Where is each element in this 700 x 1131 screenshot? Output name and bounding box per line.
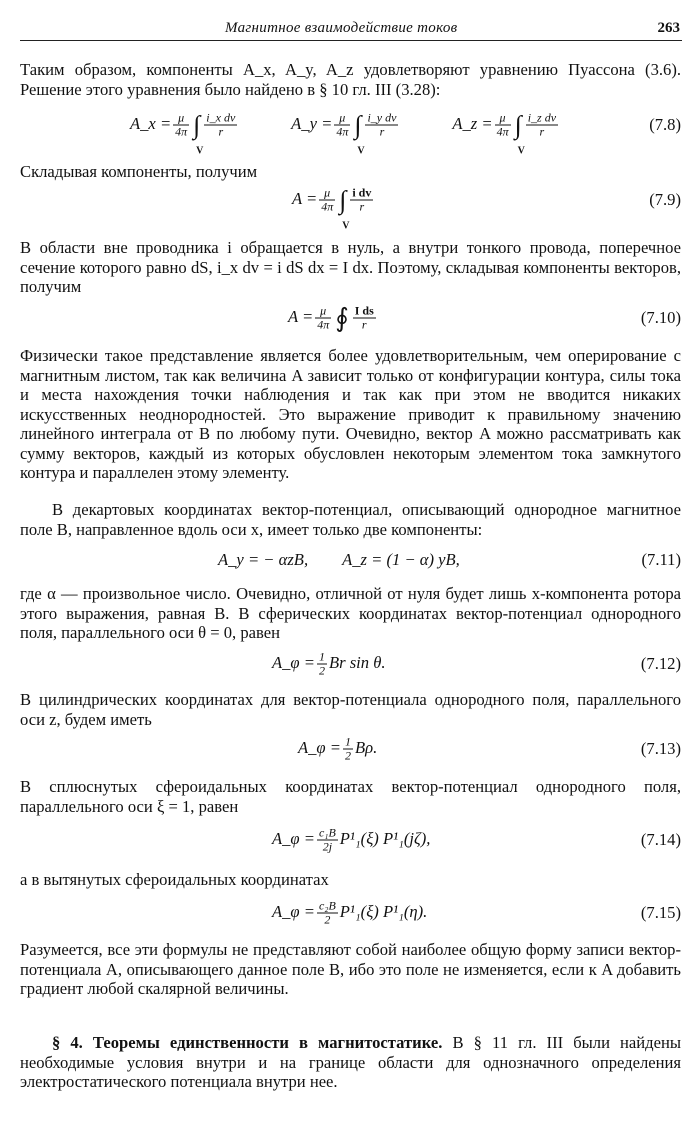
paragraph-4: Физически такое представление является более удовлетворительным, чем оперирование с магнитным листом, так как величина A зависит только от конфигурации контура, силы тока и места нахождения точки наблюдения и так как при этом не вводится никаких искусственных неоднородностей. Это выражение приводит к правильному значению линейного интеграла от B по любому пути. Очевидно, вектор A можно рассматривать как сумму векторов, каждый из которых обусловлен некоторым элементом тока замкнутого контура и параллелен этому элементу. (20, 346, 681, 482)
equation-number: (7.14) (640, 830, 681, 849)
paragraph-5: В декартовых координатах вектор-потенциал, описывающий однородное магнитное поле B, направленное вдоль оси x, имеет только две компоненты: (20, 500, 681, 539)
equation-7-11: A_y = − αzB, A_z = (1 − α) yB, (7.11) (218, 550, 681, 569)
paragraph-6: где α — произвольное число. Очевидно, отличной от нуля будет лишь x-компонента ротора этого выражения, равная B. В сферических координатах вектор-потенциал однородного поля, параллельного оси θ = 0, равен (20, 584, 681, 642)
section-text: В § 11 гл. III были найдены необходимые условия внутри и на границе области для однозначного определения электростатического потенциала внутри нее. (20, 1033, 681, 1091)
paragraph-9: а в вытянутых сфероидальных координатах (20, 870, 329, 889)
paragraph-7: В цилиндрических координатах для вектор-потенциала однородного поля, параллельного оси z, будем иметь (20, 690, 681, 729)
running-title: Магнитное взаимодействие токов (225, 20, 458, 36)
equation-7-8: A_x = $\frac{\mu}{4\pi}$ ∫ V $\frac{\text{i\_x dv}}{r}$ A_y = $\frac{\mu}{4\pi}$ ∫ V $\frac{\text{i\_y dv}}{r}$ A_z = $\frac{\mu}{4\pi}$ ∫ V $\frac{\text{i\_z dv}}{r}$ (7.8) (130, 110, 681, 156)
paragraph-1: Таким образом, компоненты A_x, A_y, A_z удовлетворяют уравнению Пуассона (3.6). Решение этого уравнения было найдено в § 10 гл. III (3.28): (20, 60, 681, 99)
equation-number: (7.13) (640, 739, 681, 758)
running-header (20, 20, 682, 41)
equation-7-10: A = $\frac{\mu}{4\pi}$ ∮ $\frac{\text{I ds}}{r}$ (7.10) (288, 303, 681, 332)
page-number: 263 (657, 20, 680, 36)
equation-7-15: A_φ = $\frac{\text{c₂B}}{2}$ P¹₁(ξ) P¹₁(η). (7.15) (272, 898, 681, 927)
paragraph-2: Складывая компоненты, получим (20, 162, 258, 181)
equation-number: (7.9) (649, 190, 681, 209)
equation-7-13: A_φ = $\frac{1}{2}$ Bρ. (7.13) (298, 734, 681, 763)
equation-number: (7.15) (640, 903, 681, 922)
equation-7-9: A = $\frac{\mu}{4\pi}$ ∫ V $\frac{\text{i dv}}{r}$ (7.9) (292, 185, 681, 231)
equation-7-14: A_φ = $\frac{\text{c₁B}}{2j}$ P¹₁(ξ) P¹₁(jζ), (7.14) (272, 825, 681, 854)
section-heading: § 4. Теоремы единственности в магнитостатике. (52, 1033, 443, 1052)
section-4 (20, 1033, 681, 1092)
equation-number: (7.8) (649, 115, 681, 134)
paragraph-10: Разумеется, все эти формулы не представляют собой наиболее общую форму записи вектор-потенциала A, описывающего данное поле B, ибо это поле не изменяется, если к A добавить градиент любой скалярной величины. (20, 940, 681, 998)
paragraph-8: В сплюснутых сфероидальных координатах вектор-потенциал однородного поля, параллельного оси ξ = 1, равен (20, 777, 681, 816)
equation-number: (7.10) (640, 308, 681, 327)
paragraph-3: В области вне проводника i обращается в нуль, а внутри тонкого провода, поперечное сечение которого равно dS, i_x dv = i dS dx = I dx. Поэтому, складывая компоненты векторов, получим (20, 238, 681, 296)
equation-7-12: A_φ = $\frac{1}{2}$ Br sin θ. (7.12) (272, 649, 681, 678)
equation-number: (7.12) (640, 654, 681, 673)
equation-number: (7.11) (641, 550, 681, 569)
